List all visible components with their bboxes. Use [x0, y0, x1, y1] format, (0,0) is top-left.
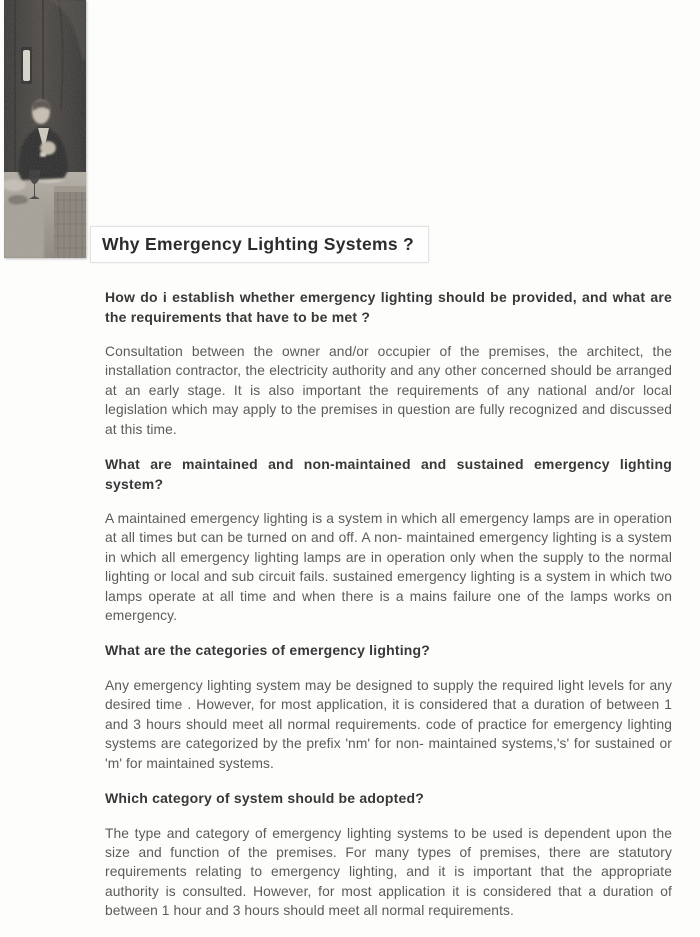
answer-paragraph: A maintained emergency lighting is a system in which all emergency lamps are in operation at all times but can be turned on and off. A non- maintained emergency lighting is a system in which all emergency lighting lamps are in operation only when the supply to the normal lighting or local and sub circuit fails. sustained emergency lighting is a system in which two lamps operate at all time and when there is a mains failure one of the lamps works on emergency. [105, 511, 672, 624]
portrait-photo [4, 0, 86, 258]
portrait-photo-image [4, 0, 86, 258]
question-heading: How do i establish whether emergency lighting should be provided, and what are the requirements that have to be met ? [105, 289, 672, 325]
question-heading: Which category of system should be adopted? [105, 790, 424, 806]
title-box [90, 226, 429, 263]
answer-paragraph: The type and category of emergency lighting systems to be used is dependent upon the size and function of the premises. For many types of premises, there are statutory requirements relating to emergency lighting, and it is important that the appropriate authority is consulted. However, for most application it is considered that a duration of between 1 hour and 3 hours should meet all normal requirements. [105, 825, 672, 919]
qa-section [105, 641, 672, 773]
content-column [105, 288, 672, 937]
page-title: Why Emergency Lighting Systems ? [102, 234, 415, 254]
question-heading: What are maintained and non-maintained and sustained emergency lighting system? [105, 456, 672, 492]
question-heading: What are the categories of emergency lighting? [105, 642, 431, 659]
qa-section [105, 455, 672, 625]
qa-section [105, 789, 672, 921]
qa-section [105, 288, 672, 439]
answer-paragraph: Any emergency lighting system may be designed to supply the required light levels for any desired time . However, for most application, it is considered that a duration of between 1 and 3 hours should meet all normal requirements. code of practice for emergency lighting systems are categorized by the prefix 'nm' for non- maintained systems,'s' for sustained or 'm' for maintained systems. [105, 677, 672, 771]
answer-paragraph: Consultation between the owner and/or occupier of the premises, the architect, the installation contractor, the electricity authority and any other concerned should be arranged at an early stage. It is also important the requirements of any national and/or local legislation which may apply to the premises in question are fully recognized and discussed at this time. [105, 344, 672, 437]
